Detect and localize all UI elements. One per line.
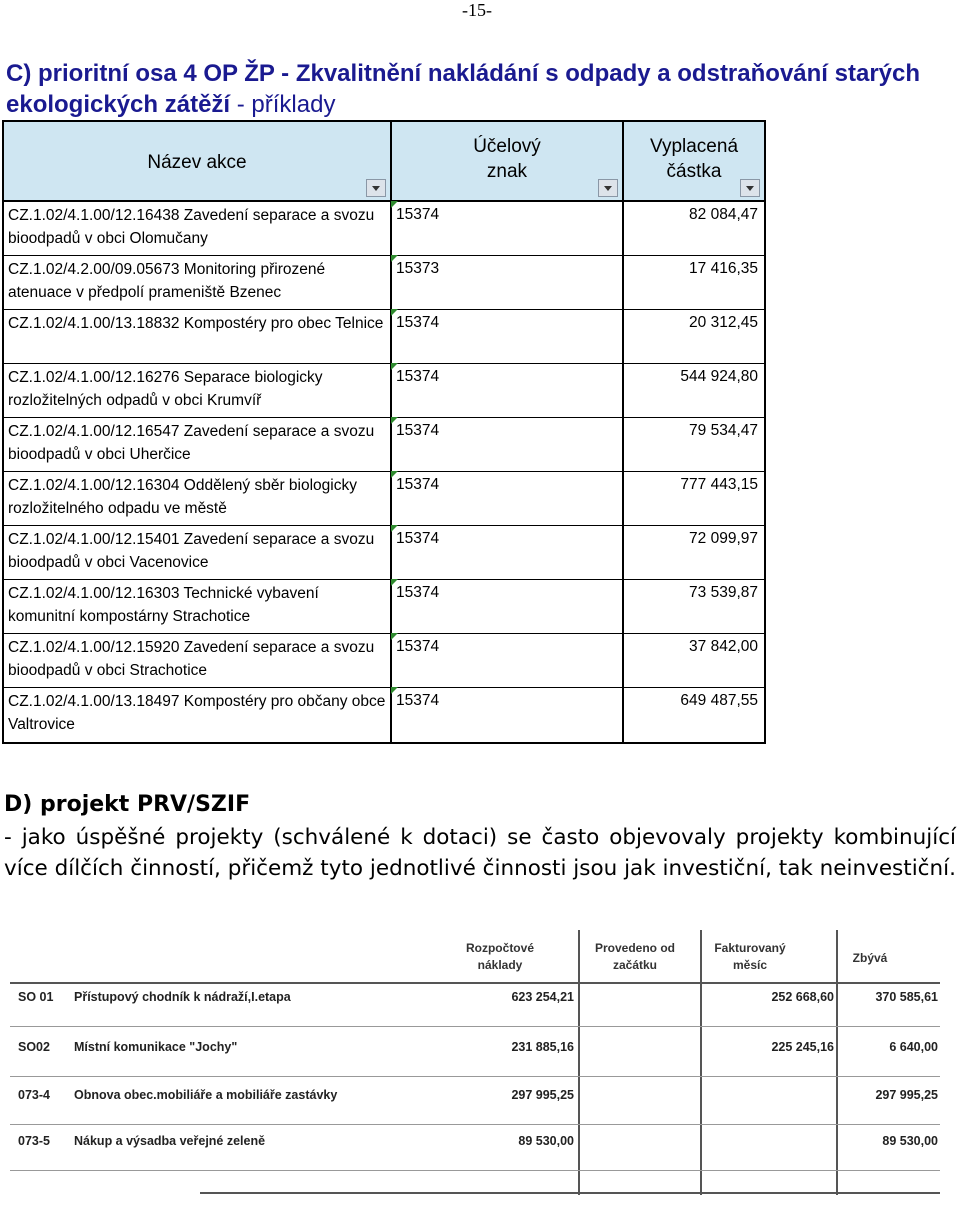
divider (10, 1170, 940, 1171)
item-budget: 297 995,25 (511, 1088, 574, 1102)
code-cell (391, 634, 623, 688)
header-amount: Vyplacená částka (623, 121, 765, 201)
project-name: CZ.1.02/4.2.00/09.05673 Monitoring přirozené atenuace v předpolí prameniště Bzenec (3, 256, 391, 310)
project-name: CZ.1.02/4.1.00/12.16438 Zavedení separace a svozu bioodpadů v obci Olomučany (3, 201, 391, 256)
item-code: 073-4 (18, 1088, 50, 1102)
code-cell (391, 310, 623, 364)
table-row (3, 688, 765, 744)
header-done: Provedeno od začátku (594, 941, 675, 972)
project-code: 15374 (396, 584, 440, 601)
project-amount: 777 443,15 (680, 476, 758, 493)
header-remaining: Zbývá (852, 951, 888, 965)
section-d-text: - jako úspěšné projekty (schválené k dotaci) se často objevovaly projekty kombinující více dílčích činností, přičemž tyto jednotlivé činnosti jsou jak investiční, tak neinvestiční. (4, 825, 956, 881)
project-code: 15374 (396, 314, 440, 331)
project-name: CZ.1.02/4.1.00/13.18497 Kompostéry pro občany obce Valtrovice (3, 688, 391, 744)
code-cell (391, 201, 623, 256)
comment-marker-icon (391, 363, 398, 370)
project-code: 15374 (396, 530, 440, 547)
item-description: Obnova obec.mobiliáře a mobiliáře zastávky (74, 1088, 338, 1102)
comment-marker-icon (391, 579, 398, 586)
project-name: CZ.1.02/4.1.00/13.18832 Kompostéry pro obec Telnice (3, 310, 391, 364)
project-name: CZ.1.02/4.1.00/12.15401 Zavedení separace a svozu bioodpadů v obci Vacenovice (3, 526, 391, 580)
comment-marker-icon (391, 525, 398, 532)
filter-dropdown-icon[interactable] (740, 179, 760, 197)
code-cell (391, 364, 623, 418)
code-cell (391, 472, 623, 526)
item-remaining: 89 530,00 (882, 1134, 938, 1148)
item-remaining: 370 585,61 (875, 990, 938, 1004)
project-code: 15374 (396, 476, 440, 493)
project-amount: 79 534,47 (689, 422, 758, 439)
filter-active-icon[interactable] (598, 179, 618, 197)
header-code: Účelový znak (391, 121, 623, 201)
project-name: CZ.1.02/4.1.00/12.16304 Oddělený sběr biologicky rozložitelného odpadu ve městě (3, 472, 391, 526)
project-code: 15374 (396, 368, 440, 385)
table-row (3, 256, 765, 310)
item-budget: 89 530,00 (518, 1134, 574, 1148)
section-c-heading (6, 58, 956, 120)
project-amount: 544 924,80 (680, 368, 758, 385)
comment-marker-icon (391, 633, 398, 640)
project-name: CZ.1.02/4.1.00/12.16276 Separace biologicky rozložitelných odpadů v obci Krumvíř (3, 364, 391, 418)
item-description: Přístupový chodník k nádraží,I.etapa (74, 990, 291, 1004)
project-amount: 37 842,00 (689, 638, 758, 655)
code-cell (391, 418, 623, 472)
table-row (3, 472, 765, 526)
code-cell (391, 526, 623, 580)
header-invoiced: Fakturovaný měsíc (714, 941, 786, 972)
item-description: Místní komunikace "Jochy" (74, 1040, 238, 1054)
amount-cell (623, 201, 765, 256)
comment-marker-icon (391, 255, 398, 262)
amount-cell (623, 418, 765, 472)
project-name: CZ.1.02/4.1.00/12.16547 Zavedení separace a svozu bioodpadů v obci Uherčice (3, 418, 391, 472)
divider (700, 930, 702, 1195)
project-amount: 72 099,97 (689, 530, 758, 547)
amount-cell (623, 634, 765, 688)
project-code: 15374 (396, 206, 440, 223)
amount-cell (623, 688, 765, 744)
scanned-budget-table (10, 930, 945, 1195)
amount-cell (623, 526, 765, 580)
project-code: 15374 (396, 638, 440, 655)
item-remaining: 297 995,25 (875, 1088, 938, 1102)
item-remaining: 6 640,00 (889, 1040, 938, 1054)
divider (10, 982, 940, 984)
code-cell (391, 256, 623, 310)
item-code: SO 01 (18, 990, 54, 1004)
table-row (3, 310, 765, 364)
project-amount: 20 312,45 (689, 314, 758, 331)
table-row (3, 418, 765, 472)
project-name: CZ.1.02/4.1.00/12.16303 Technické vybavení komunitní kompostárny Strachotice (3, 580, 391, 634)
divider (10, 1124, 940, 1125)
comment-marker-icon (391, 471, 398, 478)
comment-marker-icon (391, 417, 398, 424)
amount-cell (623, 310, 765, 364)
project-amount: 649 487,55 (680, 692, 758, 709)
section-c-title: C) prioritní osa 4 OP ŽP - Zkvalitnění nakládání s odpady a odstraňování starých ekologických zátěží (6, 60, 921, 118)
project-name: CZ.1.02/4.1.00/12.15920 Zavedení separace a svozu bioodpadů v obci Strachotice (3, 634, 391, 688)
code-cell (391, 688, 623, 744)
comment-marker-icon (391, 687, 398, 694)
table-row (3, 526, 765, 580)
project-code: 15374 (396, 422, 440, 439)
project-code: 15373 (396, 260, 440, 277)
section-c-title-suffix: - příklady (230, 91, 336, 118)
divider (836, 930, 838, 1195)
section-d-title: D) projekt PRV/SZIF (4, 792, 251, 817)
page-number: -15- (462, 0, 492, 20)
header-budget: Rozpočtové náklady (465, 941, 534, 972)
item-description: Nákup a výsadba veřejné zeleně (74, 1134, 266, 1148)
item-code: 073-5 (18, 1134, 50, 1148)
comment-marker-icon (391, 201, 398, 208)
amount-cell (623, 580, 765, 634)
item-invoiced: 225 245,16 (771, 1040, 834, 1054)
item-invoiced: 252 668,60 (771, 990, 834, 1004)
amount-cell (623, 472, 765, 526)
project-amount: 82 084,47 (689, 206, 758, 223)
item-budget: 623 254,21 (511, 990, 574, 1004)
header-name: Název akce (3, 121, 391, 201)
divider (578, 930, 580, 1195)
projects-table (2, 120, 766, 744)
project-amount: 17 416,35 (689, 260, 758, 277)
project-amount: 73 539,87 (689, 584, 758, 601)
table-row (3, 201, 765, 256)
amount-cell (623, 256, 765, 310)
comment-marker-icon (391, 309, 398, 316)
divider (200, 1192, 940, 1194)
filter-dropdown-icon[interactable] (366, 179, 386, 197)
divider (10, 1026, 940, 1027)
divider (10, 1076, 940, 1077)
table-row (3, 364, 765, 418)
item-code: SO02 (18, 1040, 50, 1054)
code-cell (391, 580, 623, 634)
amount-cell (623, 364, 765, 418)
item-budget: 231 885,16 (511, 1040, 574, 1054)
table-row (3, 580, 765, 634)
project-code: 15374 (396, 692, 440, 709)
table-row (3, 634, 765, 688)
